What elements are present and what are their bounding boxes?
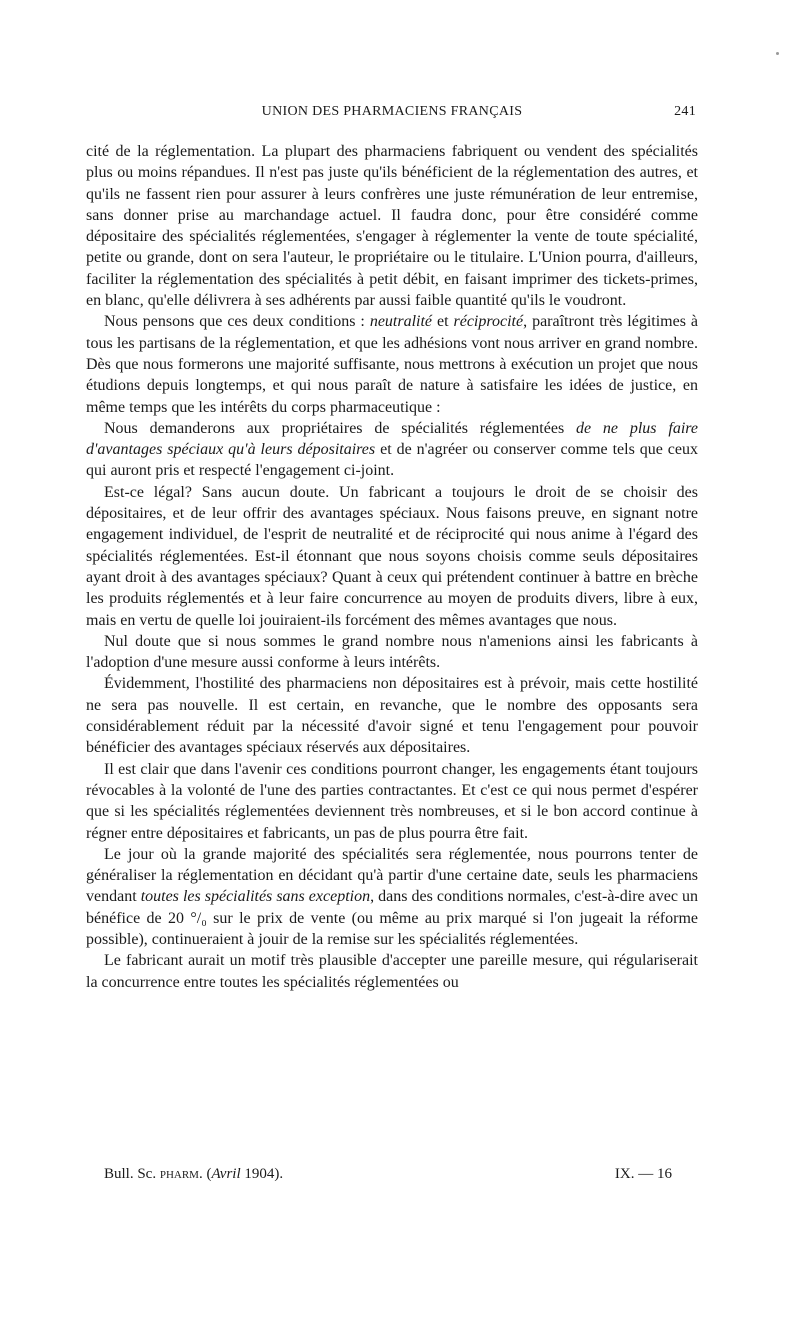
paragraph [86, 311, 698, 417]
scan-mark [776, 52, 779, 55]
text-run: Nous pensons que ces deux conditions : [104, 313, 370, 331]
date-open: ( [202, 1166, 212, 1182]
paragraph: cité de la réglementation. La plupart des pharmaciens fabriquent ou vendent des spécialités plus ou moins répandues. Il n'est pas juste qu'ils bénéficient de la réglementation des autres, et qu'ils ne fassent rien pour assurer à leurs confrères une juste rémunération de leur entremise, sans donner prise au marchandage actuel. Il faudra donc, pour être considéré comme dépositaire des spécialités réglementées, s'engager à réglementer la vente de toute spécialité, petite ou grande, dont on sera l'auteur, le propriétaire ou le titulaire. L'Union pourra, d'ailleurs, faciliter la réglementation des spécialités à petit débit, en faisant imprimer des tickets-primes, en blanc, qu'elle délivrera à ses adhérents par aussi faible quantité qu'ils le voudront. [86, 143, 698, 310]
journal-citation [104, 1166, 283, 1183]
emphasis-text: toutes les spécialités sans exception [140, 888, 371, 906]
paragraph: Évidemment, l'hostilité des pharmaciens non dépositaires est à prévoir, mais cette hostilité ne sera pas nouvelle. Il est certain, en revanche, que le nombre des opposants sera considérablement réduit par la nécessité d'avoir signé et tenu l'engagement pour pouvoir bénéficier des avantages spéciaux réservés aux dépositaires. [86, 675, 698, 757]
text-run: Le jour où la grande majorité des spécialités sera réglementée, nous pourrons tenter de généraliser la réglementation en décidant qu'à partir d'une certaine date, seuls les pharmaciens vendant [86, 845, 698, 906]
body-text [86, 141, 698, 993]
paragraph [86, 844, 698, 950]
journal-year: 1904 [240, 1166, 275, 1182]
text-run: , dans des conditions normales, c'est-à-dire avec un bénéfice de 20 °/₀ sur le prix de vente (ou même au prix marqué si l'on jugeait la réforme possible), continueraient à jouir de la remise sur les spécialités réglementées. [86, 888, 699, 948]
journal-name-sc: pharm. [159, 1166, 203, 1182]
signature-mark: IX. — 16 [614, 1166, 672, 1182]
header-title: UNION DES PHARMACIENS FRANÇAIS [261, 104, 523, 119]
journal-month: Avril [211, 1166, 241, 1182]
text-run: et de n'agréer ou conserver comme tels que ceux qui auront pris et respecté l'engagement ci-joint. [86, 441, 699, 480]
paragraph: Nul doute que si nous sommes le grand nombre nous n'amenions ainsi les fabricants à l'adoption d'une mesure aussi conforme à leurs intérêts. [86, 632, 698, 672]
journal-name: Bull. Sc. [104, 1166, 160, 1182]
paragraph: Le fabricant aurait un motif très plausible d'accepter une pareille mesure, qui régulariserait la concurrence entre toutes les spécialités réglementées ou [86, 952, 698, 991]
emphasis-text: de ne plus faire d'avantages spéciaux qu'à leurs dépositaires [86, 419, 698, 459]
date-close: ). [274, 1166, 284, 1182]
emphasis-text: neutralité [369, 313, 433, 331]
page-number: 241 [674, 104, 696, 119]
text-run: Nous demanderons aux propriétaires de spécialités réglementées [104, 419, 576, 437]
text-run: et [432, 313, 454, 331]
emphasis-text: réciprocité [453, 313, 524, 331]
paragraph: Est-ce légal? Sans aucun doute. Un fabricant a toujours le droit de se choisir des dépositaires, et de leur offrir des avantages spéciaux. Nous faisons preuve, en signant notre engagement individuel, de l'esprit de neutralité et de réciprocité qui nous anime à l'égard des spécialités réglementées. Est-il étonnant que nous soyons choisis comme seuls dépositaires ayant droit à des avantages spéciaux? Quant à ceux qui prétendent continuer à battre en brèche les produits réglementés et à leur faire concurrence au moyen de produits divers, libre à eux, mais en vertu de quelle loi jouiraient-ils forcément des mêmes avantages que nous. [86, 483, 698, 629]
paragraph [86, 418, 698, 482]
paragraph: Il est clair que dans l'avenir ces conditions pourront changer, les engagements étant toujours révocables à la volonté de l'une des parties contractantes. Et c'est ce qui nous permet d'espérer que si les spécialités réglementées deviennent très nombreuses, et si le bon accord continue à régner entre dépositaires et fabricants, un pas de plus pourra être fait. [86, 760, 698, 842]
text-run: , paraîtront très légitimes à tous les partisans de la réglementation, et que les adhésions vont nous arriver en grand nombre. Dès que nous formerons une majorité suffisante, nous mettrons à exécution un projet que nous étudions depuis longtemps, et qui nous paraît de nature à satisfaire les idées de justice, en même temps que les intérêts du corps pharmaceutique : [86, 313, 699, 416]
